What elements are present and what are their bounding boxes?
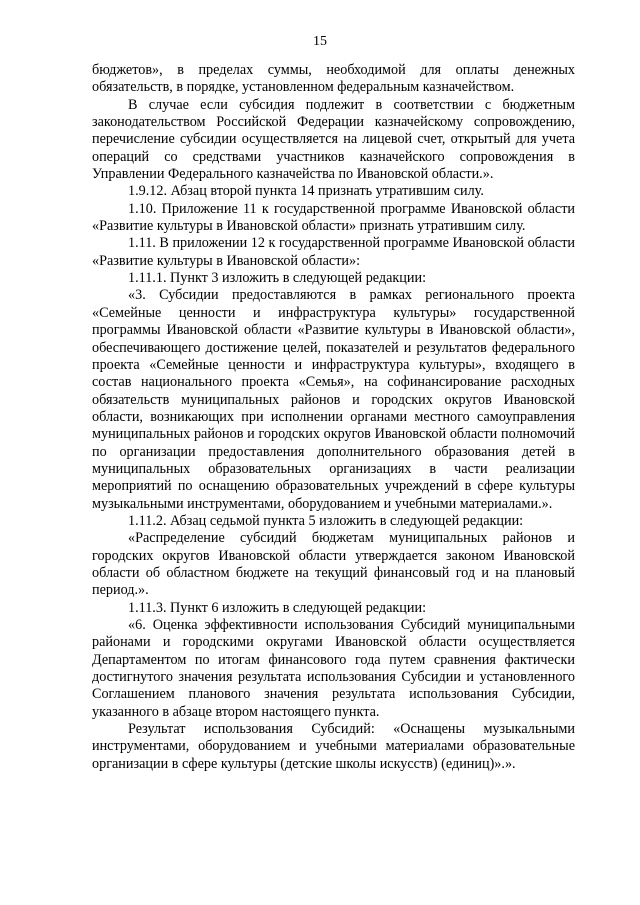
paragraph: «Распределение субсидий бюджетам муниципальных районов и городских округов Ивановской области утверждается законом Ивановской области об областном бюджете на текущий финансовый год и на плановый период.». [92,530,575,599]
paragraph: В случае если субсидия подлежит в соответствии с бюджетным законодательством Российской Федерации казначейскому сопровождению, перечисление субсидии осуществляется на лицевой счет, открытый для учета операций со средствами участников казначейского сопровождения в Управлении Федерального казначейства по Ивановской области.». [92,96,575,183]
page-number: 15 [313,34,327,49]
paragraph: Результат использования Субсидий: «Оснащены музыкальными инструментами, оборудованием и учебными материалами образовательные организации в сфере культуры (детские школы искусств) (единиц)».». [92,721,575,772]
document-body [92,62,575,773]
paragraph: 1.9.12. Абзац второй пункта 14 признать утратившим силу. [128,183,484,200]
paragraph: 1.11.1. Пункт 3 изложить в следующей редакции: [128,270,427,287]
paragraph: бюджетов», в пределах суммы, необходимой для оплаты денежных обязательств, в порядке, установленном федеральным казначейством. [92,62,575,96]
paragraph: «3. Субсидии предоставляются в рамках регионального проекта «Семейные ценности и инфраструктура культуры» государственной программы Ивановской области «Развитие культуры в Ивановской области», обеспечивающего достижение целей, показателей и результатов федерального проекта «Семейные ценности и инфраструктура культуры», входящего в состав национального проекта «Семья», на софинансирование расходных обязательств муниципальных районов и городских округов Ивановской области, возникающих при исполнении органами местного самоуправления муниципальных районов и городских округов Ивановской области полномочий по организации предоставления дополнительного образования детей в муниципальных образовательных организациях в части реализации мероприятий по оснащению образовательных учреждений в сфере культуры музыкальными инструментами, оборудованием и учебными материалами.». [92,287,575,512]
paragraph: 1.11. В приложении 12 к государственной программе Ивановской области «Развитие культуры в Ивановской области»: [92,235,575,269]
paragraph: 1.10. Приложение 11 к государственной программе Ивановской области «Развитие культуры в Ивановской области» признать утратившим силу. [92,200,575,235]
paragraph: «6. Оценка эффективности использования Субсидий муниципальными районами и городскими округами Ивановской области осуществляется Департаментом по итогам финансового года путем сравнения фактически достигнутого значения результата использования Субсидии и установленного Соглашением планового значения результата использования Субсидии, указанного в абзаце втором настоящего пункта. [92,617,575,720]
paragraph: 1.11.3. Пункт 6 изложить в следующей редакции: [128,599,427,616]
paragraph: 1.11.2. Абзац седьмой пункта 5 изложить в следующей редакции: [128,512,524,529]
